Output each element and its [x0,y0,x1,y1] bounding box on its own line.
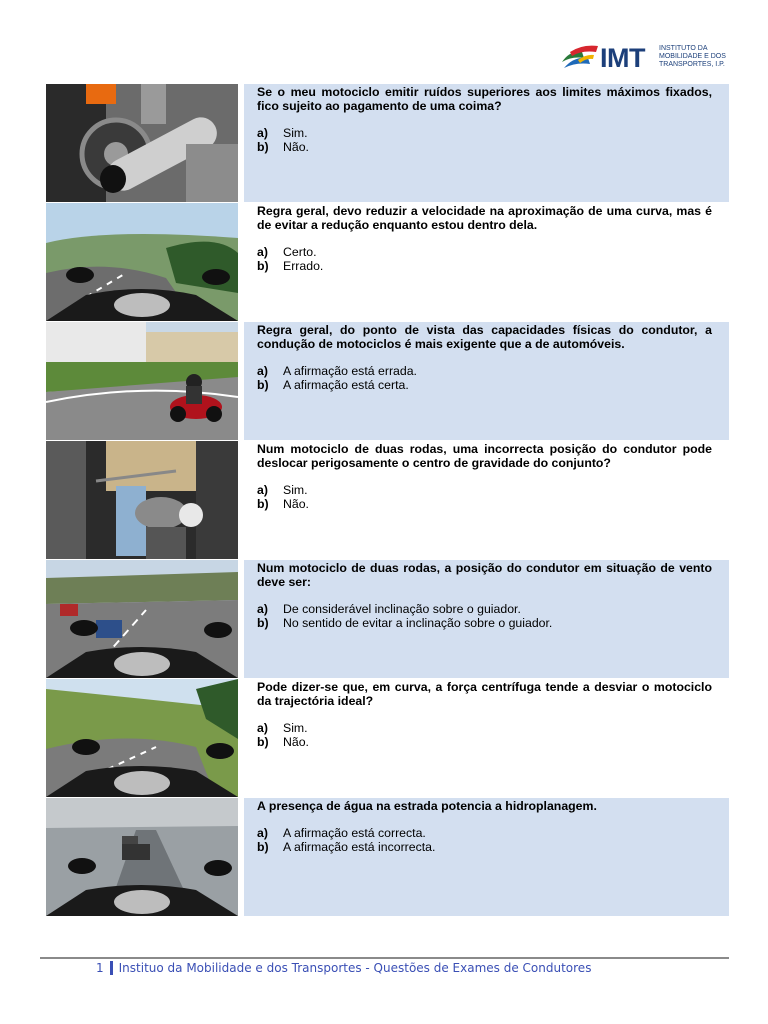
option-text: Não. [283,140,309,154]
question-row-7 [46,798,729,916]
road-curve-from-handlebars-photo [46,203,238,321]
question-text: Se o meu motociclo emitir ruídos superiores aos limites máximos fixados, fico sujeito ao pagamento de uma coima? [257,85,712,113]
question-row-4 [46,441,729,559]
question-box [244,203,729,321]
highway-from-handlebars-photo [46,560,238,678]
option-letter: b) [257,735,269,749]
footer-divider [40,957,729,959]
option-text: A afirmação está correcta. [283,826,426,840]
option-letter: a) [257,721,268,735]
logo-acronym: IMT [600,43,645,73]
option-letter: a) [257,245,268,259]
option-text: Errado. [283,259,324,273]
wet-road-from-handlebars-photo [46,798,238,916]
question-text: Num motociclo de duas rodas, a posição do condutor em situação de vento deve ser: [257,561,712,589]
rider-seated-on-motorcycle-photo [46,441,238,559]
option-letter: a) [257,602,268,616]
option-text: Sim. [283,126,308,140]
option-text: Não. [283,497,309,511]
question-text: Pode dizer-se que, em curva, a força centrífuga tende a desviar o motociclo da trajectória ideal? [257,680,712,708]
question-row-3 [46,322,729,440]
question-box [244,560,729,678]
option-text: No sentido de evitar a inclinação sobre o guiador. [283,616,553,630]
option-text: Sim. [283,483,308,497]
logo-institution-name: INSTITUTO DA MOBILIDADE E DOS TRANSPORTES, I.P. [659,45,726,68]
question-row-5 [46,560,729,678]
question-box [244,441,729,559]
option-letter: a) [257,826,268,840]
option-letter: a) [257,364,268,378]
option-letter: b) [257,140,269,154]
question-row-1 [46,84,729,202]
page-number: 1 [96,961,113,975]
option-letter: b) [257,616,269,630]
option-letter: a) [257,126,268,140]
option-text: Sim. [283,721,308,735]
question-text: A presença de água na estrada potencia a hidroplanagem. [257,799,597,813]
rider-on-red-motorcycle-photo [46,322,238,440]
imt-logo [560,42,730,74]
page-footer [96,961,591,975]
motorcycle-exhaust-photo [46,84,238,202]
option-text: Certo. [283,245,317,259]
option-text: A afirmação está incorrecta. [283,840,436,854]
option-letter: b) [257,259,269,273]
question-text: Regra geral, do ponto de vista das capacidades físicas do condutor, a condução de motociclos é mais exigente que a de automóveis. [257,323,712,351]
question-row-6 [46,679,729,797]
question-box [244,322,729,440]
imt-logo-mark-icon [560,42,600,72]
option-text: A afirmação está certa. [283,378,409,392]
option-text: A afirmação está errada. [283,364,417,378]
option-text: Não. [283,735,309,749]
question-row-2 [46,203,729,321]
option-letter: b) [257,497,269,511]
question-box [244,84,729,202]
question-box [244,679,729,797]
option-letter: a) [257,483,268,497]
option-text: De considerável inclinação sobre o guiador. [283,602,521,616]
footer-text: Instituo da Mobilidade e dos Transportes - Questões de Exames de Condutores [118,961,592,975]
option-letter: b) [257,840,269,854]
question-box [244,798,729,916]
option-letter: b) [257,378,269,392]
question-text: Num motociclo de duas rodas, uma incorrecta posição do condutor pode deslocar perigosamente o centro de gravidade do conjunto? [257,442,712,470]
country-curve-from-handlebars-photo [46,679,238,797]
question-text: Regra geral, devo reduzir a velocidade na aproximação de uma curva, mas é de evitar a redução enquanto estou dentro dela. [257,204,712,232]
